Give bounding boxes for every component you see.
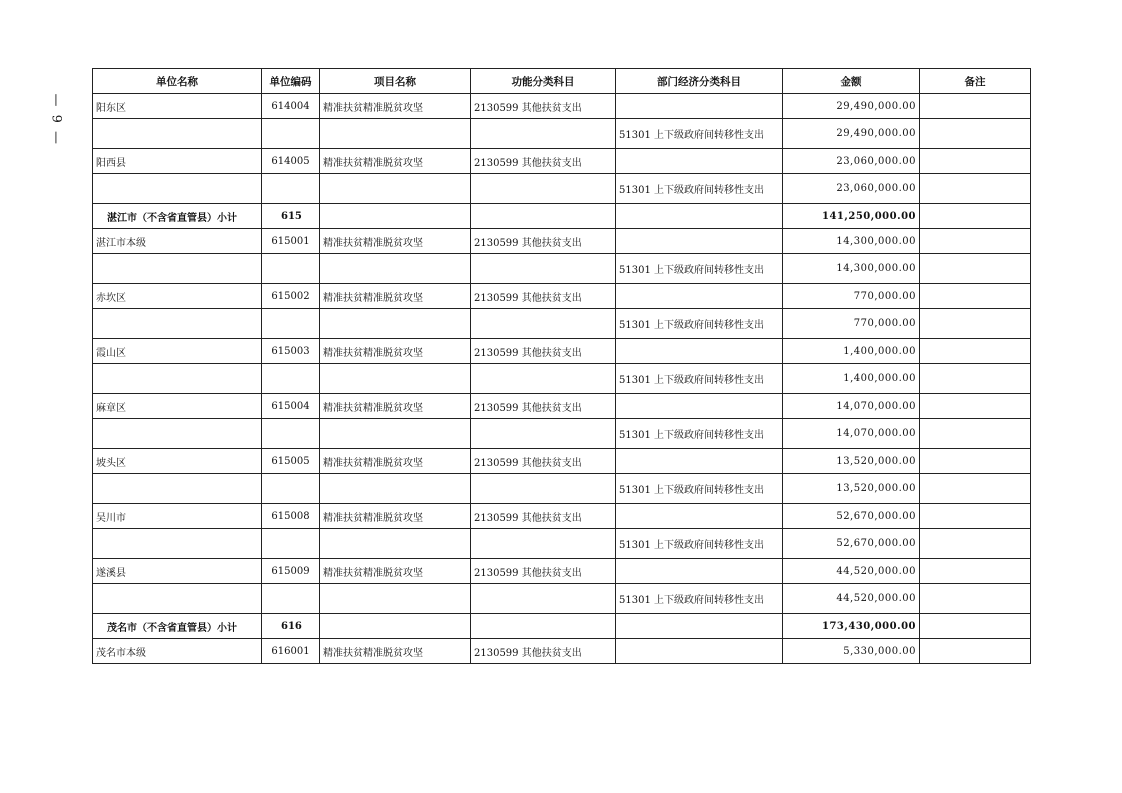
header-project-name: 项目名称 (320, 69, 471, 94)
table-row (93, 364, 1031, 394)
cell-note (920, 174, 1031, 204)
table-row (93, 639, 1031, 664)
cell-economic-category (616, 614, 783, 639)
cell-function-category (471, 419, 616, 449)
cell-project-name: 精准扶贫精准脱贫攻坚 (320, 394, 471, 419)
cell-amount: 14,070,000.00 (783, 394, 920, 419)
cell-amount: 770,000.00 (783, 284, 920, 309)
cell-project-name: 精准扶贫精准脱贫攻坚 (320, 449, 471, 474)
cell-economic-category (616, 229, 783, 254)
cell-project-name (320, 254, 471, 284)
cell-amount: 29,490,000.00 (783, 94, 920, 119)
cell-economic-category (616, 149, 783, 174)
cell-unit-code (262, 364, 320, 394)
header-amount: 金额 (783, 69, 920, 94)
table-row (93, 284, 1031, 309)
cell-unit-name: 遂溪县 (93, 559, 262, 584)
cell-note (920, 94, 1031, 119)
cell-economic-category: 51301 上下级政府间转移性支出 (616, 584, 783, 614)
cell-economic-category (616, 394, 783, 419)
cell-unit-code (262, 254, 320, 284)
cell-unit-name (93, 309, 262, 339)
cell-function-category: 2130599 其他扶贫支出 (471, 639, 616, 664)
cell-unit-code (262, 584, 320, 614)
cell-project-name (320, 419, 471, 449)
cell-note (920, 559, 1031, 584)
table-row (93, 419, 1031, 449)
cell-economic-category: 51301 上下级政府间转移性支出 (616, 309, 783, 339)
header-function-category: 功能分类科目 (471, 69, 616, 94)
cell-unit-code (262, 174, 320, 204)
cell-function-category (471, 309, 616, 339)
cell-amount: 13,520,000.00 (783, 449, 920, 474)
cell-amount: 14,300,000.00 (783, 254, 920, 284)
cell-function-category (471, 364, 616, 394)
cell-function-category: 2130599 其他扶贫支出 (471, 449, 616, 474)
table-row (93, 94, 1031, 119)
cell-amount: 1,400,000.00 (783, 339, 920, 364)
cell-amount: 14,300,000.00 (783, 229, 920, 254)
cell-economic-category (616, 284, 783, 309)
table-row (93, 149, 1031, 174)
cell-unit-name: 霞山区 (93, 339, 262, 364)
cell-unit-name: 茂名市本级 (93, 639, 262, 664)
page-number: — 9 — (48, 93, 64, 147)
subtotal-row (93, 204, 1031, 229)
cell-unit-name (93, 584, 262, 614)
cell-unit-code: 615008 (262, 504, 320, 529)
cell-project-name: 精准扶贫精准脱贫攻坚 (320, 149, 471, 174)
cell-unit-code: 614004 (262, 94, 320, 119)
cell-economic-category (616, 449, 783, 474)
cell-unit-code (262, 419, 320, 449)
table-body (93, 94, 1031, 664)
cell-economic-category (616, 639, 783, 664)
cell-function-category: 2130599 其他扶贫支出 (471, 149, 616, 174)
table-row (93, 254, 1031, 284)
cell-project-name (320, 584, 471, 614)
cell-economic-category: 51301 上下级政府间转移性支出 (616, 529, 783, 559)
cell-economic-category: 51301 上下级政府间转移性支出 (616, 364, 783, 394)
allocation-table (92, 68, 1031, 664)
cell-note (920, 229, 1031, 254)
cell-unit-name: 阳东区 (93, 94, 262, 119)
cell-economic-category: 51301 上下级政府间转移性支出 (616, 254, 783, 284)
cell-unit-name: 茂名市（不含省直管县）小计 (93, 614, 262, 639)
cell-function-category (471, 204, 616, 229)
cell-project-name: 精准扶贫精准脱贫攻坚 (320, 559, 471, 584)
header-unit-code: 单位编码 (262, 69, 320, 94)
cell-note (920, 639, 1031, 664)
cell-unit-code: 615005 (262, 449, 320, 474)
cell-project-name: 精准扶贫精准脱贫攻坚 (320, 229, 471, 254)
cell-amount: 23,060,000.00 (783, 174, 920, 204)
cell-project-name: 精准扶贫精准脱贫攻坚 (320, 94, 471, 119)
cell-unit-code (262, 529, 320, 559)
cell-project-name (320, 119, 471, 149)
cell-economic-category (616, 504, 783, 529)
cell-function-category (471, 584, 616, 614)
cell-unit-name (93, 254, 262, 284)
table-row (93, 229, 1031, 254)
cell-unit-code (262, 309, 320, 339)
cell-note (920, 584, 1031, 614)
cell-unit-name: 赤坎区 (93, 284, 262, 309)
cell-economic-category (616, 339, 783, 364)
table-row (93, 504, 1031, 529)
cell-function-category: 2130599 其他扶贫支出 (471, 284, 616, 309)
cell-amount: 23,060,000.00 (783, 149, 920, 174)
cell-project-name (320, 174, 471, 204)
cell-amount: 14,070,000.00 (783, 419, 920, 449)
cell-note (920, 284, 1031, 309)
cell-project-name (320, 529, 471, 559)
cell-amount: 770,000.00 (783, 309, 920, 339)
cell-function-category (471, 529, 616, 559)
cell-note (920, 529, 1031, 559)
cell-function-category: 2130599 其他扶贫支出 (471, 504, 616, 529)
subtotal-row (93, 614, 1031, 639)
cell-project-name (320, 614, 471, 639)
cell-unit-code: 615002 (262, 284, 320, 309)
table-row (93, 174, 1031, 204)
header-economic-category: 部门经济分类科目 (616, 69, 783, 94)
table-row (93, 474, 1031, 504)
cell-amount: 5,330,000.00 (783, 639, 920, 664)
header-unit-name: 单位名称 (93, 69, 262, 94)
cell-project-name (320, 474, 471, 504)
cell-project-name: 精准扶贫精准脱贫攻坚 (320, 504, 471, 529)
cell-unit-name (93, 419, 262, 449)
cell-unit-name (93, 474, 262, 504)
cell-note (920, 449, 1031, 474)
cell-economic-category: 51301 上下级政府间转移性支出 (616, 474, 783, 504)
cell-function-category (471, 614, 616, 639)
cell-economic-category (616, 559, 783, 584)
cell-amount: 52,670,000.00 (783, 504, 920, 529)
table-row (93, 584, 1031, 614)
cell-unit-name: 湛江市本级 (93, 229, 262, 254)
cell-function-category: 2130599 其他扶贫支出 (471, 339, 616, 364)
cell-function-category (471, 254, 616, 284)
cell-amount: 52,670,000.00 (783, 529, 920, 559)
cell-unit-code: 616001 (262, 639, 320, 664)
cell-unit-name (93, 119, 262, 149)
cell-unit-code (262, 474, 320, 504)
cell-unit-code: 616 (262, 614, 320, 639)
cell-note (920, 149, 1031, 174)
cell-amount: 44,520,000.00 (783, 559, 920, 584)
cell-function-category (471, 474, 616, 504)
cell-unit-name (93, 529, 262, 559)
cell-amount: 141,250,000.00 (783, 204, 920, 229)
cell-unit-name (93, 364, 262, 394)
cell-project-name (320, 364, 471, 394)
cell-note (920, 119, 1031, 149)
table-row (93, 339, 1031, 364)
cell-economic-category: 51301 上下级政府间转移性支出 (616, 174, 783, 204)
cell-amount: 13,520,000.00 (783, 474, 920, 504)
table-row (93, 394, 1031, 419)
cell-unit-code (262, 119, 320, 149)
cell-economic-category (616, 204, 783, 229)
cell-note (920, 204, 1031, 229)
cell-unit-name: 湛江市（不含省直管县）小计 (93, 204, 262, 229)
cell-function-category (471, 174, 616, 204)
table-row (93, 559, 1031, 584)
cell-note (920, 364, 1031, 394)
cell-unit-name: 阳西县 (93, 149, 262, 174)
cell-function-category (471, 119, 616, 149)
cell-unit-code: 615 (262, 204, 320, 229)
cell-unit-name: 麻章区 (93, 394, 262, 419)
cell-note (920, 254, 1031, 284)
cell-amount: 173,430,000.00 (783, 614, 920, 639)
cell-unit-code: 615003 (262, 339, 320, 364)
cell-amount: 29,490,000.00 (783, 119, 920, 149)
header-row (93, 69, 1031, 94)
cell-unit-code: 614005 (262, 149, 320, 174)
cell-economic-category: 51301 上下级政府间转移性支出 (616, 119, 783, 149)
cell-unit-name: 吴川市 (93, 504, 262, 529)
cell-unit-code: 615004 (262, 394, 320, 419)
cell-function-category: 2130599 其他扶贫支出 (471, 229, 616, 254)
cell-note (920, 309, 1031, 339)
cell-unit-name: 坡头区 (93, 449, 262, 474)
header-note: 备注 (920, 69, 1031, 94)
cell-project-name (320, 309, 471, 339)
cell-project-name: 精准扶贫精准脱贫攻坚 (320, 284, 471, 309)
cell-unit-code: 615001 (262, 229, 320, 254)
table-row (93, 449, 1031, 474)
cell-function-category: 2130599 其他扶贫支出 (471, 559, 616, 584)
cell-function-category: 2130599 其他扶贫支出 (471, 94, 616, 119)
table-row (93, 119, 1031, 149)
cell-unit-name (93, 174, 262, 204)
cell-amount: 44,520,000.00 (783, 584, 920, 614)
cell-economic-category (616, 94, 783, 119)
cell-amount: 1,400,000.00 (783, 364, 920, 394)
cell-note (920, 614, 1031, 639)
cell-function-category: 2130599 其他扶贫支出 (471, 394, 616, 419)
cell-note (920, 419, 1031, 449)
table-row (93, 309, 1031, 339)
cell-project-name (320, 204, 471, 229)
cell-note (920, 394, 1031, 419)
table-row (93, 529, 1031, 559)
cell-note (920, 474, 1031, 504)
cell-note (920, 504, 1031, 529)
cell-unit-code: 615009 (262, 559, 320, 584)
cell-note (920, 339, 1031, 364)
cell-project-name: 精准扶贫精准脱贫攻坚 (320, 339, 471, 364)
cell-economic-category: 51301 上下级政府间转移性支出 (616, 419, 783, 449)
cell-project-name: 精准扶贫精准脱贫攻坚 (320, 639, 471, 664)
